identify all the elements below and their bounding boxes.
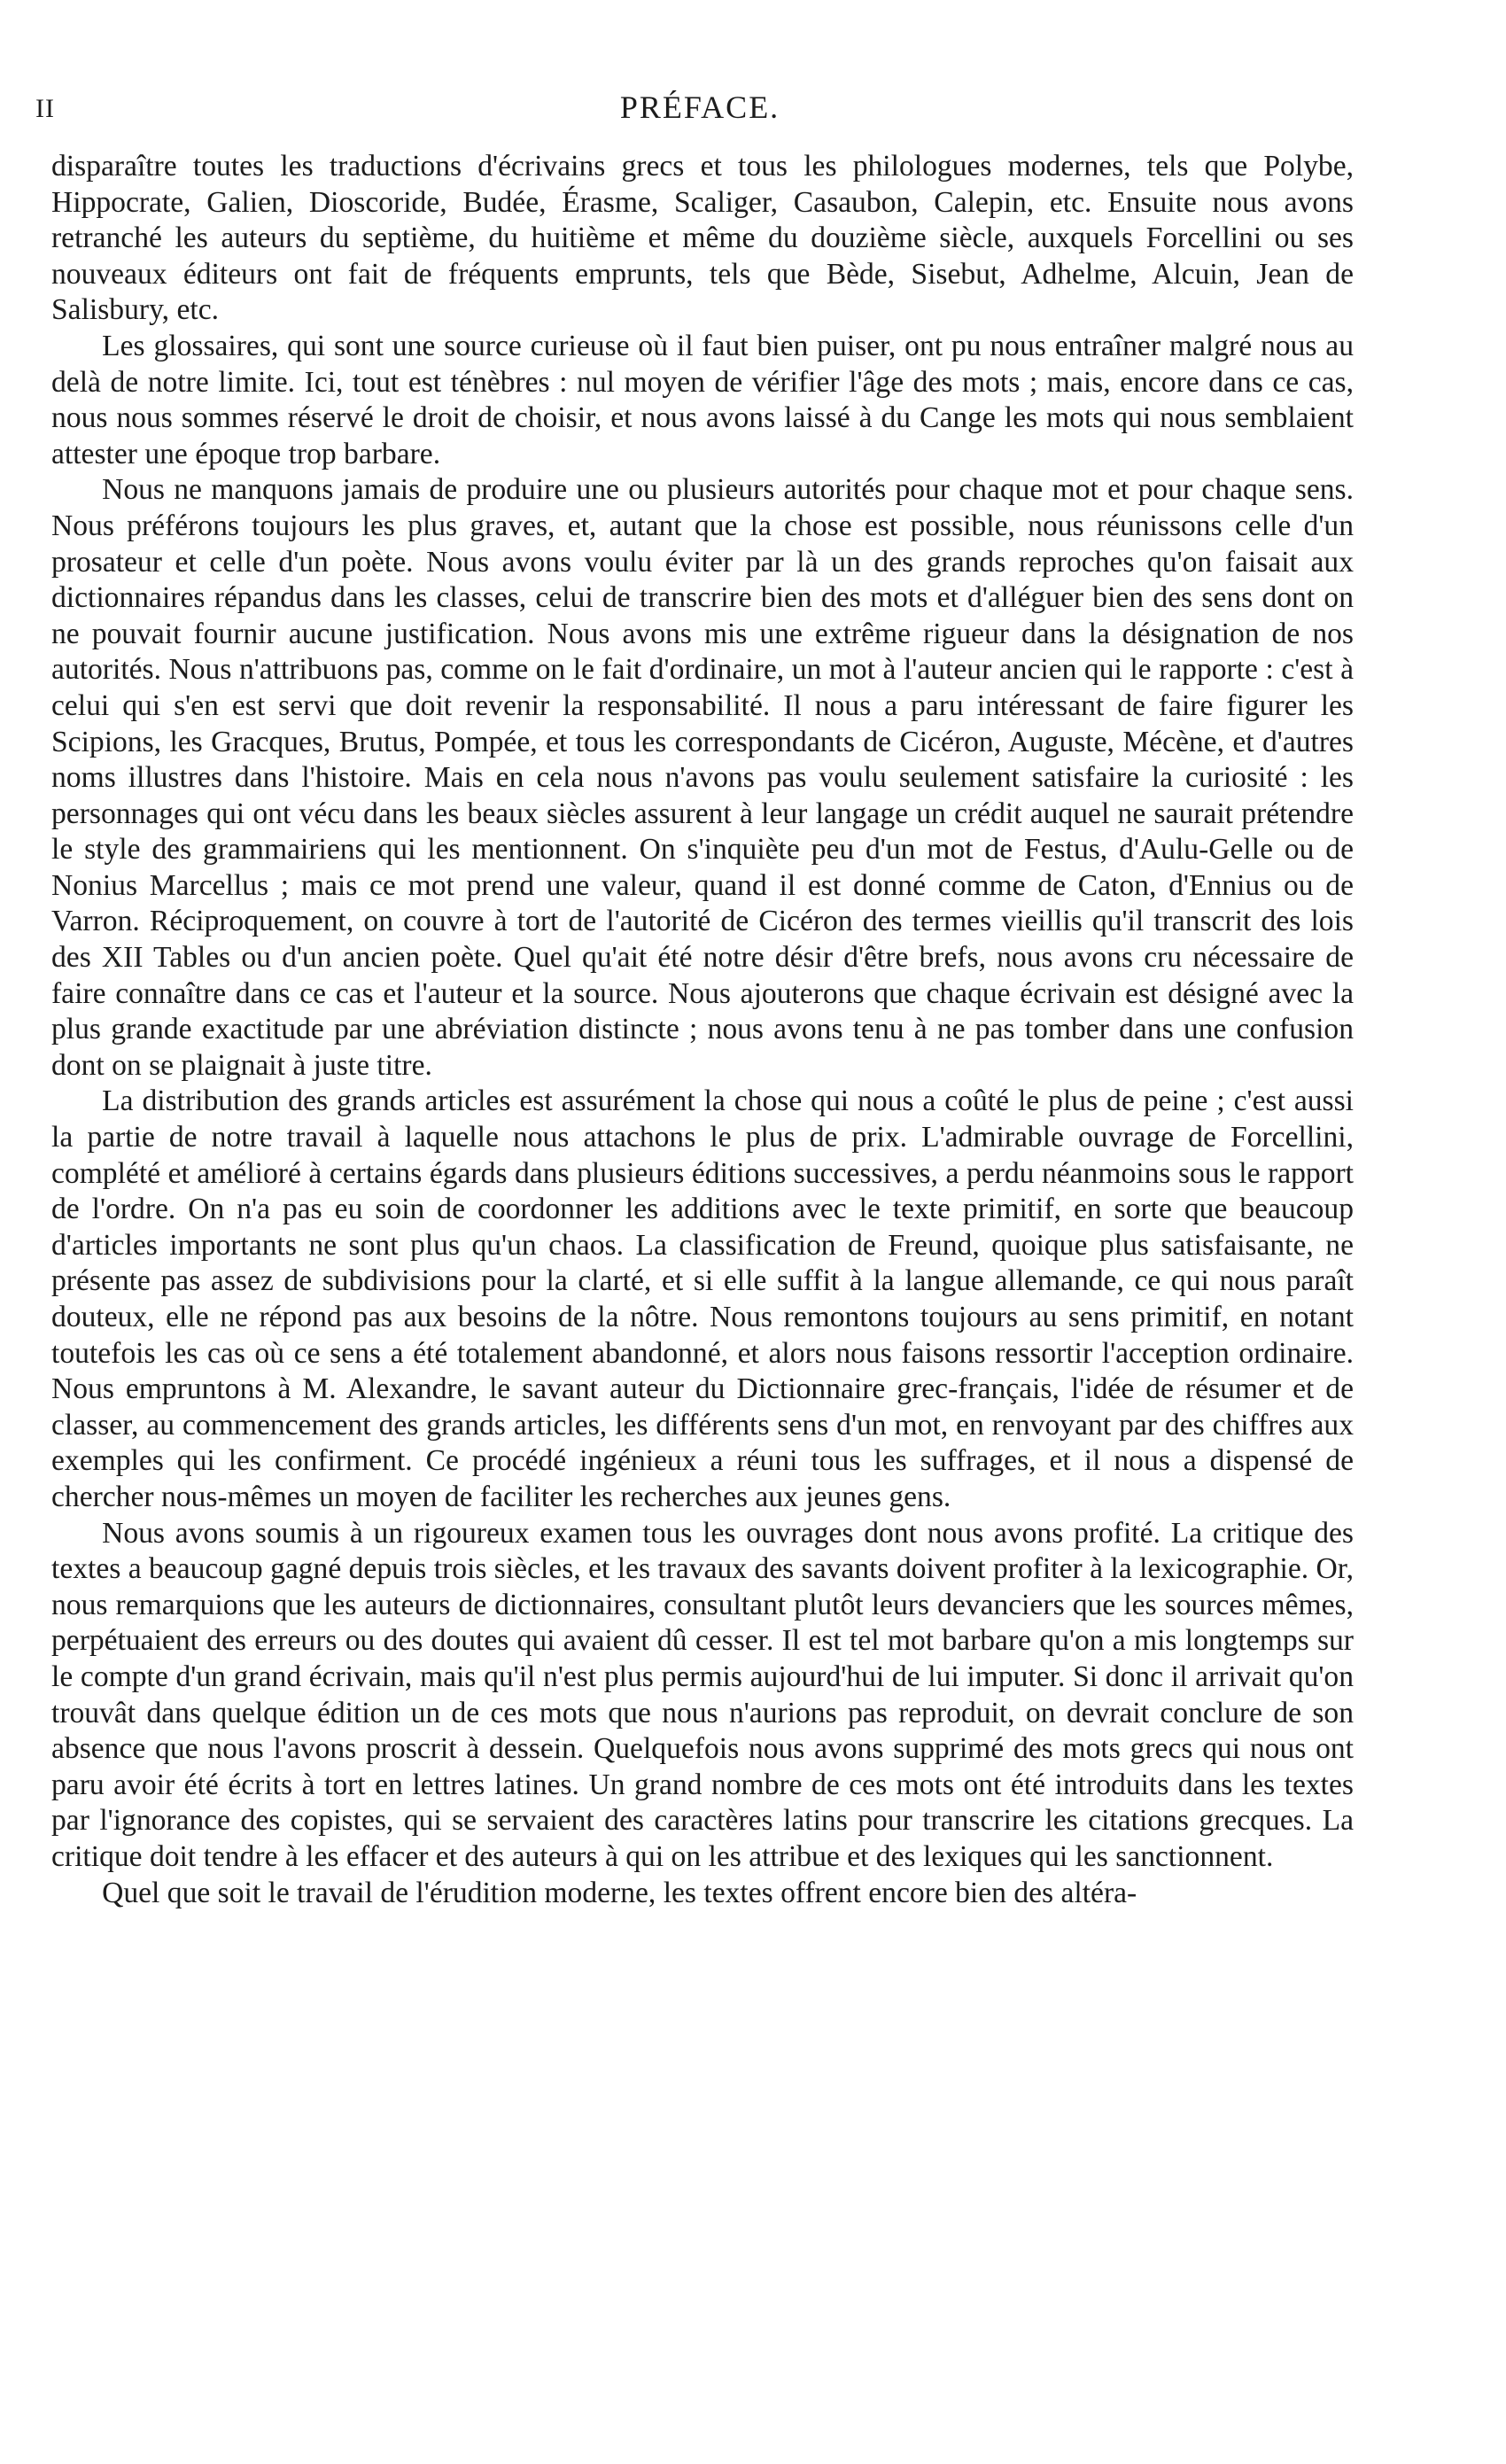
paragraph-alterations: Quel que soit le travail de l'érudition moderne, les textes offrent encore bien des altéra- — [102, 1876, 1137, 1909]
paragraph-distribution: La distribution des grands articles est assurément la chose qui nous a coûté le plus de peine ; c'est aussi la partie de notre travail à laquelle nous attachons le plus de prix. L'admirable ouvrage de Forcellini, complété et amélioré à certains égards dans plusieurs éditions successives, a perdu néanmoins sous le rapport de l'ordre. On n'a pas eu soin de coordonner les additions avec le texte primitif, en sorte que beaucoup d'articles importants ne sont plus qu'un chaos. La classification de Freund, quoique plus satisfaisante, ne présente pas assez de subdivisions pour la clarté, et si elle suffit à la langue allemande, ce qui nous paraît douteux, elle ne répond pas aux besoins de la nôtre. Nous remontons toujours au sens primitif, en notant toutefois les cas où ce sens a été totalement abandonné, et alors nous faisons ressortir l'acception ordinaire. Nous empruntons à M. Alexandre, le savant auteur du Dictionnaire grec-français, l'idée de résumer et de classer, au commencement des grands articles, les différents sens d'un mot, en renvoyant par des chiffres aux exemples qui les confirment. Ce procédé ingénieux a réuni tous les suffrages, et il nous a dispensé de chercher nous-mêmes un moyen de faciliter les recherches aux jeunes gens. — [51, 1084, 1354, 1513]
body-text — [51, 149, 1354, 1911]
paragraph-glossaires: Les glossaires, qui sont une source curieuse où il faut bien puiser, ont pu nous entraîner malgré nous au delà de notre limite. Ici, tout est ténèbres : nul moyen de vérifier l'âge des mots ; mais, encore dans ce cas, nous nous sommes réservé le droit de choisir, et nous avons laissé à du Cange les mots qui nous semblaient attester une époque trop barbare. — [51, 329, 1354, 470]
page-header — [35, 89, 1364, 129]
paragraph-examen: Nous avons soumis à un rigoureux examen tous les ouvrages dont nous avons profité. La critique des textes a beaucoup gagné depuis trois siècles, et les travaux des savants doivent profiter à la lexicographie. Or, nous remarquions que les auteurs de dictionnaires, consultant plutôt leurs devanciers que les sources mêmes, perpétuaient des erreurs ou des doutes qui avaient dû cesser. Il est tel mot barbare qu'on a mis longtemps sur le compte d'un grand écrivain, mais qu'il n'est plus permis aujourd'hui de lui imputer. Si donc il arrivait qu'on trouvât dans quelque édition un de ces mots que nous n'aurions pas reproduit, on devrait conclure de son absence que nous l'avons proscrit à dessein. Quelquefois nous avons supprimé des mots grecs qui nous ont paru avoir été écrits à tort en lettres latines. Un grand nombre de ces mots ont été introduits dans les textes par l'ignorance des copistes, qui se servaient des caractères latins pour transcrire les citations grecques. La critique doit tendre à les effacer et des auteurs à qui on les attribue et des lexiques qui les sanctionnent. — [51, 1516, 1354, 1873]
page-number: II — [35, 94, 55, 123]
paragraph-autorites: Nous ne manquons jamais de produire une ou plusieurs autorités pour chaque mot et pour chaque sens. Nous préférons toujours les plus graves, et, autant que la chose est possible, nous réunissons celle d'un prosateur et celle d'un poète. Nous avons voulu éviter par là un des grands reproches qu'on faisait aux dictionnaires répandus dans les classes, celui de transcrire bien des mots et d'alléguer bien des sens dont on ne pouvait fournir aucune justification. Nous avons mis une extrême rigueur dans la désignation de nos autorités. Nous n'attribuons pas, comme on le fait d'ordinaire, un mot à l'auteur ancien qui le rapporte : c'est à celui qui s'en est servi que doit revenir la responsabilité. Il nous a paru intéressant de faire figurer les Scipions, les Gracques, Brutus, Pompée, et tous les correspondants de Cicéron, Auguste, Mécène, et d'autres noms illustres dans l'histoire. Mais en cela nous n'avons pas voulu seulement satisfaire la curiosité : les personnages qui ont vécu dans les beaux siècles assurent à leur langage un crédit auquel ne saurait prétendre le style des grammairiens qui les mentionnent. On s'inquiète peu d'un mot de Festus, d'Aulu-Gelle ou de Nonius Marcellus ; mais ce mot prend une valeur, quand il est donné comme de Caton, d'Ennius ou de Varron. Réciproquement, on couvre à tort de l'autorité de Cicéron des termes vieillis qu'il transcrit des lois des XII Tables ou d'un ancien poète. Quel qu'ait été notre désir d'être brefs, nous avons cru nécessaire de faire connaître dans ce cas et l'auteur et la source. Nous ajouterons que chaque écrivain est désigné avec la plus grande exactitude par une abréviation distincte ; nous avons tenu à ne pas tomber dans une confusion dont on se plaignait à juste titre. — [51, 473, 1354, 1082]
running-title: PRÉFACE. — [619, 89, 780, 125]
paragraph-continuation: disparaître toutes les traductions d'écrivains grecs et tous les philologues modernes, tels que Polybe, Hippocrate, Galien, Dioscoride, Budée, Érasme, Scaliger, Casaubon, Calepin, etc. Ensuite nous avons retranché les auteurs du septième, du huitième et même du douzième siècle, auxquels Forcellini ou ses nouveaux éditeurs ont fait de fréquents emprunts, tels que Bède, Sisebut, Adhelme, Alcuin, Jean de Salisbury, etc. — [51, 150, 1354, 327]
